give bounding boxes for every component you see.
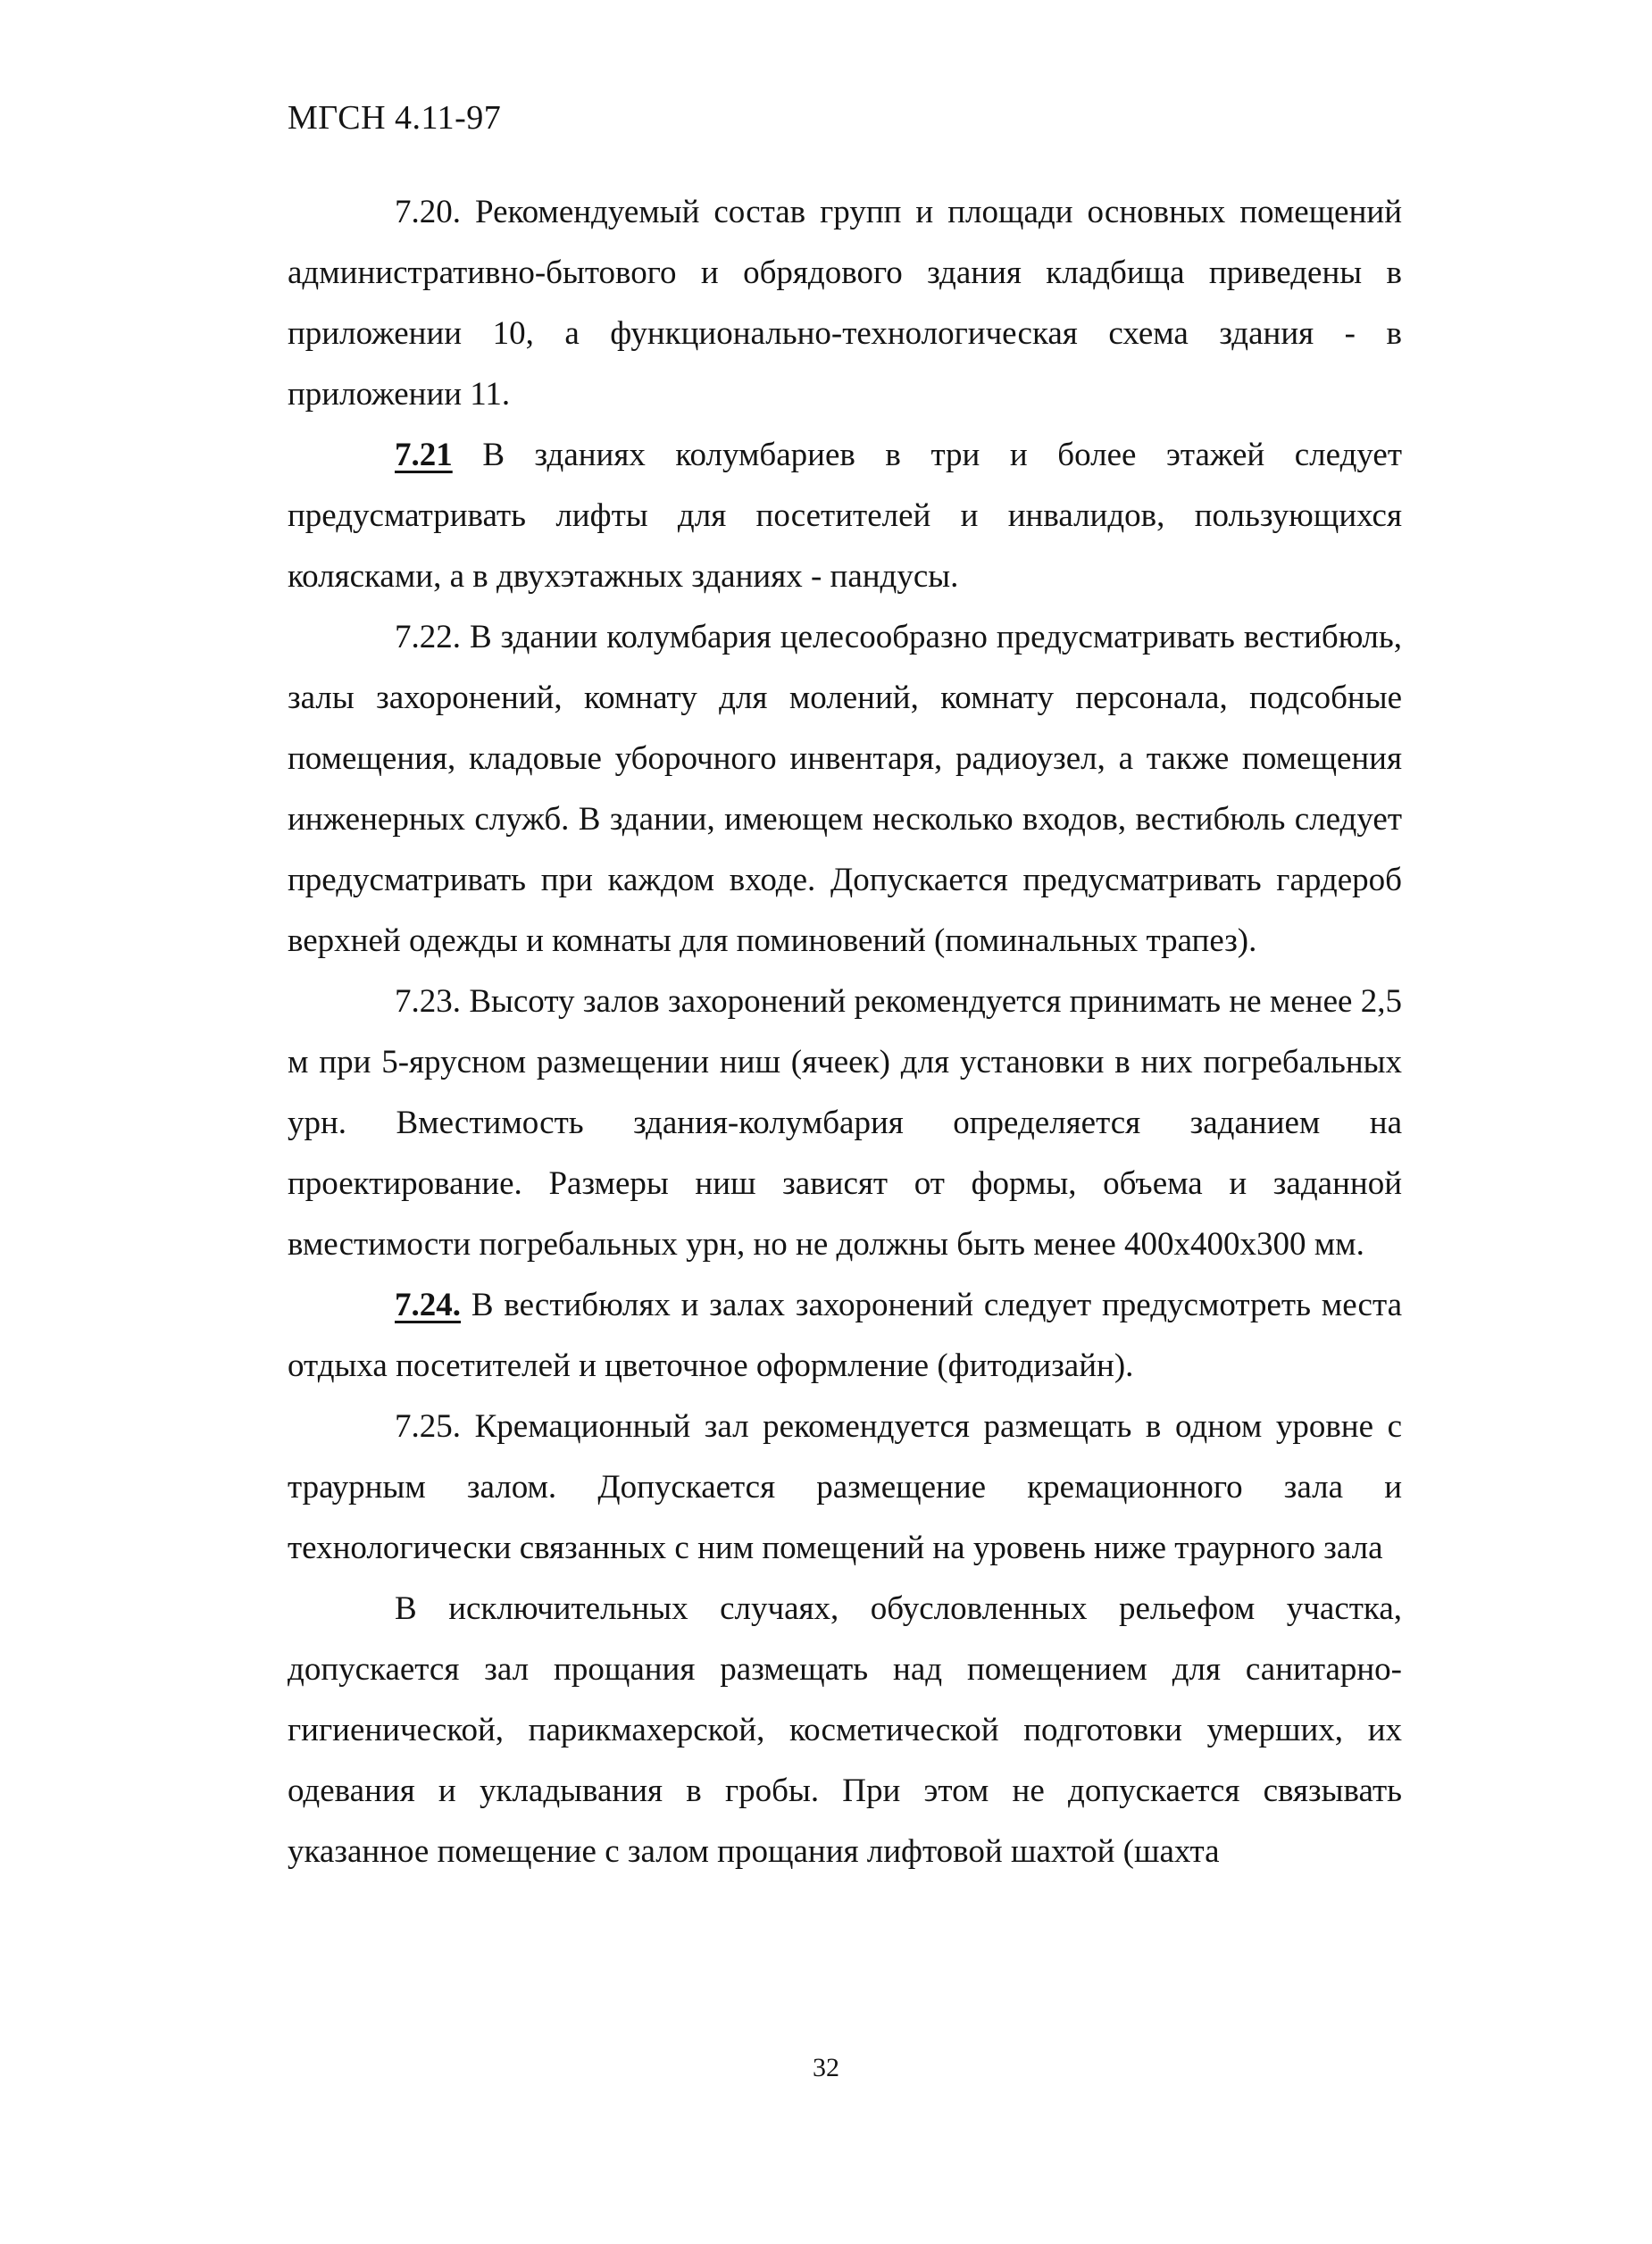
document-body [288, 182, 1402, 1882]
paragraph-7-20 [288, 182, 1402, 425]
paragraph-text: Рекомендуемый состав групп и площади основных помещений административно-бытового и обрядового здания кладбища приведены в приложении 10, а функционально-технологическая схема здания - в приложении 11. [288, 194, 1403, 413]
paragraph-exceptional-cases [288, 1579, 1402, 1882]
paragraph-text: В вестибюлях и залах захоронений следует предусмотреть места отдыха посетителей и цветочное оформление (фитодизайн). [288, 1287, 1402, 1384]
clause-number: 7.21 [395, 437, 453, 473]
paragraph-7-24 [288, 1275, 1402, 1397]
clause-number: 7.20. [395, 194, 461, 230]
paragraph-7-21 [288, 425, 1402, 607]
paragraph-text: Высоту залов захоронений рекомендуется принимать не менее 2,5 м при 5-ярусном размещении ниш (ячеек) для установки в них погребальных урн. Вместимость здания-колумбария определяется заданием на проектирование. Размеры ниш зависят от формы, объема и заданной вместимости погребальных урн, но не должны быть менее 400х400х300 мм. [288, 983, 1403, 1263]
paragraph-text: В зданиях колумбариев в три и более этажей следует предусматривать лифты для посетителей и инвалидов, пользующихся колясками, а в двухэтажных зданиях - пандусы. [288, 437, 1403, 595]
page-number: 32 [813, 2053, 839, 2082]
clause-number: 7.24. [395, 1287, 461, 1323]
paragraph-text: В здании колумбария целесообразно предусматривать вестибюль, залы захоронений, комнату для молений, комнату персонала, подсобные помещения, кладовые уборочного инвентаря, радиоузел, а также помещения инженерных служб. В здании, имеющем несколько входов, вестибюль следует предусматривать при каждом входе. Допускается предусматривать гардероб верхней одежды и комнаты для поминовений (поминальных трапез). [288, 619, 1402, 959]
clause-number: 7.23. [395, 983, 461, 1020]
paragraph-7-22 [288, 607, 1402, 972]
paragraph-text: В исключительных случаях, обусловленных рельефом участка, допускается зал прощания размещать над помещением для санитарно-гигиенической, парикмахерской, косметической подготовки умерших, их одевания и укладывания в гробы. При этом не допускается связывать указанное помещение с залом прощания лифтовой шахтой (шахта [288, 1590, 1402, 1870]
paragraph-7-23 [288, 972, 1402, 1275]
paragraph-text: Кремационный зал рекомендуется размещать в одном уровне с траурным залом. Допускается размещение кремационного зала и технологически связанных с ним помещений на уровень ниже траурного зала [288, 1408, 1403, 1566]
document-code-header: МГСН 4.11-97 [288, 99, 502, 137]
clause-number: 7.25. [395, 1408, 461, 1445]
clause-number: 7.22. [395, 619, 461, 655]
paragraph-7-25 [288, 1397, 1402, 1579]
